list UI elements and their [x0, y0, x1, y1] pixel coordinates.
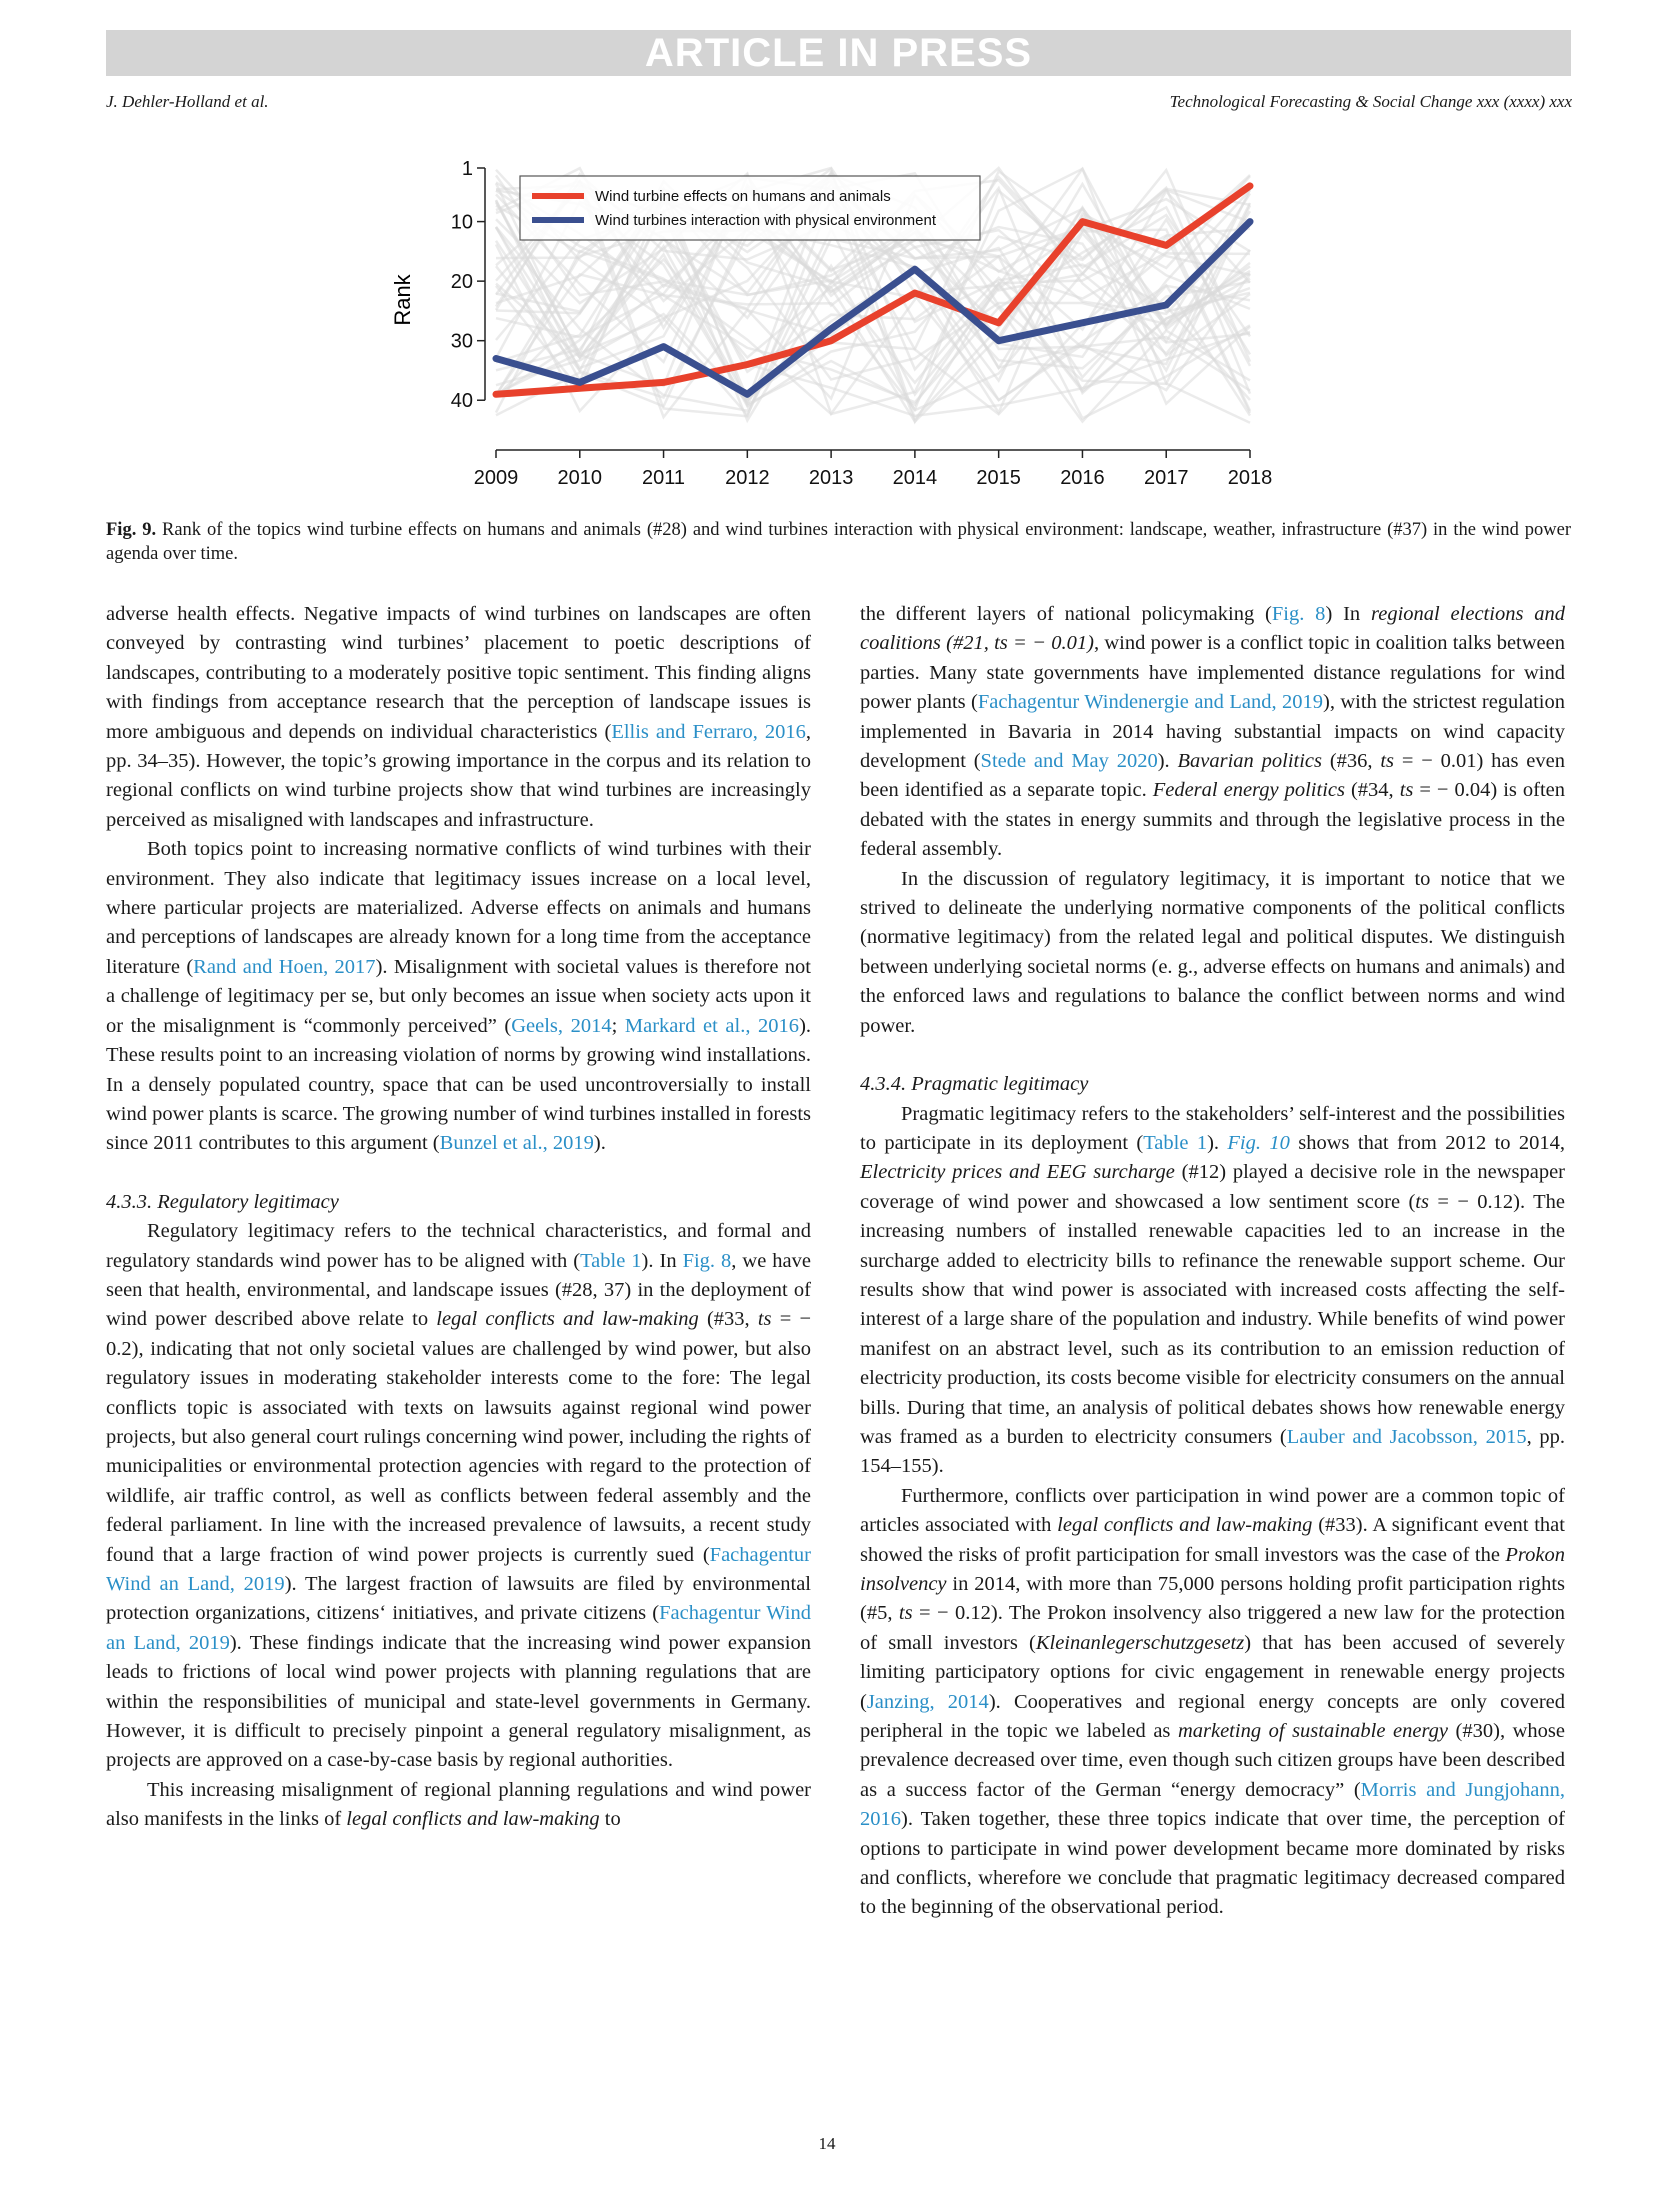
citation-link[interactable]: Markard et al., 2016: [624, 1014, 800, 1037]
table-link[interactable]: Table 1: [1143, 1131, 1208, 1154]
left-column: [106, 600, 811, 1835]
caption-text: Rank of the topics wind turbine effects on humans and animals (#28) and wind turbines interaction with physical environment: landscape, weather, infrastructure (#37) in the wind power agenda over time.: [106, 520, 1571, 564]
x-tick-label: 2013: [808, 467, 854, 489]
paragraph: In the discussion of regulatory legitimacy, it is important to notice that we strived to delineate the underlying normative components of the political conflicts (normative legitimacy) from the related legal and political disputes. We distinguish between underlying societal norms (e. g., adverse effects on humans and animals) and the enforced laws and regulations to balance the conflict between norms and wind power.: [860, 867, 1565, 1037]
y-tick-label: 20: [450, 271, 473, 294]
y-tick-label: 30: [450, 330, 473, 353]
citation-link[interactable]: Fachagentur Wind an Land, 2019: [106, 1543, 811, 1595]
y-tick-label: 10: [450, 211, 473, 234]
x-tick-label: 2009: [473, 467, 519, 489]
x-tick-label: 2010: [557, 467, 603, 489]
paragraph: the different layers of national policymaking (Fig. 8) In regional elections and coalitions (#21, ts = − 0.01), wind power is a conflict topic in coalition talks between parties. Many state governments have implemented distance regulations for wind power plants (Fachagentur Windenergie and Land, 2019), with the strictest regulation implemented in Bavaria in 2014 having substantial impacts on wind capacity development (Stede and May 2020). Bavarian politics (#36, ts = − 0.01) has even been identified as a separate topic. Federal energy politics (#34, ts = − 0.04) is often debated with the states in energy summits and through the legislative process in the federal assembly.: [860, 603, 1566, 861]
figure-link[interactable]: Fig. 10: [1227, 1131, 1290, 1154]
citation-link[interactable]: Rand and Hoen, 2017: [193, 955, 376, 978]
paragraph: adverse health effects. Negative impacts of wind turbines on landscapes are often conveyed by contrasting wind turbines’ placement to poetic descriptions of landscapes, contributing to a moderately positive topic sentiment. This finding aligns with findings from acceptance research that the perception of landscape issues is more ambiguous and depends on individual characteristics (Ellis and Ferraro, 2016, pp. 34–35). However, the topic’s growing importance in the corpus and its relation to regional conflicts on wind turbine projects show that wind turbines are increasingly perceived as misaligned with landscapes and infrastructure.: [106, 603, 811, 831]
citation-link[interactable]: Fachagentur Wind an Land, 2019: [106, 1602, 811, 1654]
x-tick-label: 2016: [1060, 467, 1105, 489]
legend: [520, 176, 980, 240]
legend-label: Wind turbines interaction with physical environment: [595, 212, 936, 229]
x-tick-label: 2014: [892, 467, 938, 489]
citation-link[interactable]: Lauber and Jacobsson, 2015: [1286, 1425, 1527, 1448]
citation-link[interactable]: Fachagentur Windenergie and Land, 2019: [977, 691, 1323, 714]
paragraph: Regulatory legitimacy refers to the technical characteristics, and formal and regulatory standards wind power has to be aligned with (Table 1). In Fig. 8, we have seen that health, environmental, and landscape issues (#28, 37) in the deployment of wind power described above relate to legal conflicts and law-making (#33, ts = − 0.2), indicating that not only societal values are challenged by wind power, but also regulatory issues in moderating stakeholder interests come to the fore: The legal conflicts topic is associated with texts on lawsuits against regional wind power projects, but also general court rulings concerning wind power, including the rights of municipalities or environmental protection agencies with regard to the protection of wildlife, air traffic control, as well as conflicts between federal assembly and the federal parliament. In line with the increased prevalence of lawsuits, a recent study found that a large fraction of wind power projects is currently sued (Fachagentur Wind an Land, 2019). The largest fraction of lawsuits are filed by environmental protection organizations, citizens‘ initiatives, and private citizens (Fachagentur Wind an Land, 2019). These findings indicate that the increasing wind power expansion leads to frictions of local wind power projects with planning regulations that are within the responsibilities of municipal and state-level governments in Germany. However, it is difficult to precisely pinpoint a general regulatory misalignment, as projects are approved on a case-by-case basis by regional authorities.: [106, 1220, 812, 1772]
page-number: 14: [818, 2134, 836, 2153]
y-axis-label: Rank: [390, 274, 415, 326]
x-tick-label: 2011: [642, 467, 686, 489]
running-header-authors: J. Dehler-Holland et al.: [106, 92, 269, 111]
paragraph: This increasing misalignment of regional planning regulations and wind power also manifests in the links of legal conflicts and law-making to: [106, 1778, 811, 1831]
x-tick-label: 2018: [1227, 467, 1273, 489]
running-header-journal: Technological Forecasting & Social Change xxx (xxxx) xxx: [1169, 92, 1572, 111]
paragraph: Furthermore, conflicts over participation in wind power are a common topic of articles associated with legal conflicts and law-making (#33). A significant event that showed the risks of profit participation for small investors was the case of the Prokon insolvency in 2014, with more than 75,000 persons holding profit participation rights (#5, ts = − 0.12). The Prokon insolvency also triggered a new law for the protection of small investors (Kleinanlegerschutzgesetz) that has been accused of severely limiting participatory options for civic engagement in renewable energy projects (Janzing, 2014). Cooperatives and regional energy concepts are only covered peripheral in the topic we labeled as marketing of sustainable energy (#30), whose prevalence decreased over time, even though such citizen groups have been described as a success factor of the German “energy democracy” (Morris and Jungjohann, 2016). Taken together, these three topics indicate that over time, the perception of options to participate in wind power development became more dominated by risks and conflicts, wherefore we conclude that pragmatic legitimacy decreased compared to the beginning of the observational period.: [860, 1484, 1566, 1919]
y-tick-label: 40: [450, 390, 473, 413]
citation-link[interactable]: Bunzel et al., 2019: [439, 1132, 594, 1155]
table-link[interactable]: Table 1: [580, 1249, 642, 1272]
x-tick-label: 2017: [1143, 467, 1189, 489]
x-tick-label: 2012: [725, 467, 770, 489]
paragraph: Both topics point to increasing normative conflicts of wind turbines with their environment. They also indicate that legitimacy issues increase on a local level, where particular projects are materialized. Adverse effects on animals and humans and perceptions of landscapes are already known for a long time from the acceptance literature (Rand and Hoen, 2017). Misalignment with societal values is therefore not a challenge of legitimacy per se, but only becomes an issue when society acts upon it or the misalignment is “commonly perceived” (Geels, 2014; Markard et al., 2016). These results point to an increasing violation of norms by growing wind installations. In a densely populated country, space that can be used uncontroversially to install wind power plants is scarce. The growing number of wind turbines installed in forests since 2011 contributes to this argument (Bunzel et al., 2019).: [106, 838, 812, 1155]
caption-label: Fig. 9.: [106, 520, 157, 540]
rank-line-chart: [370, 150, 1290, 500]
y-tick-label: 1: [461, 158, 473, 180]
citation-link[interactable]: Morris and Jungjohann, 2016: [860, 1778, 1565, 1831]
legend-label: Wind turbine effects on humans and animals: [595, 188, 891, 205]
figure-link[interactable]: Fig. 8: [1271, 603, 1326, 625]
right-column: [860, 600, 1565, 1923]
section-heading-pragmatic: 4.3.4. Pragmatic legitimacy: [860, 1073, 1089, 1096]
x-tick-label: 2015: [976, 467, 1021, 489]
y-axis: [451, 158, 485, 412]
figure-caption: [106, 518, 1571, 566]
legend-box: [520, 176, 980, 240]
citation-link[interactable]: Stede and May 2020: [980, 750, 1158, 773]
article-in-press-banner: ARTICLE IN PRESS: [106, 30, 1571, 76]
figure-link[interactable]: Fig. 8: [682, 1249, 732, 1272]
citation-link[interactable]: Ellis and Ferraro, 2016: [611, 720, 806, 743]
section-heading-regulatory: 4.3.3. Regulatory legitimacy: [106, 1190, 339, 1213]
x-axis: [474, 450, 1273, 489]
paragraph: Pragmatic legitimacy refers to the stakeholders’ self-interest and the possibilities to participate in its deployment (Table 1). Fig. 10 shows that from 2012 to 2014, Electricity prices and EEG surcharge (#12) played a decisive role in the newspaper coverage of wind power and showcased a low sentiment score (ts = − 0.12). The increasing numbers of installed renewable capacities led to an increase in the surcharge added to electricity bills to refinance the renewable support scheme. Our results show that wind power is associated with increased costs affecting the self-interest of a large share of the population and industry. While benefits of wind power manifest on an abstract level, such as its contribution to an emission reduction of electricity production, its costs become visible for electricity consumers on the annual bills. During that time, an analysis of political debates shows how renewable energy was framed as a burden to electricity consumers (Lauber and Jacobsson, 2015, pp. 154–155).: [860, 1102, 1566, 1478]
citation-link[interactable]: Janzing, 2014: [866, 1690, 989, 1713]
citation-link[interactable]: Geels, 2014: [511, 1014, 612, 1037]
